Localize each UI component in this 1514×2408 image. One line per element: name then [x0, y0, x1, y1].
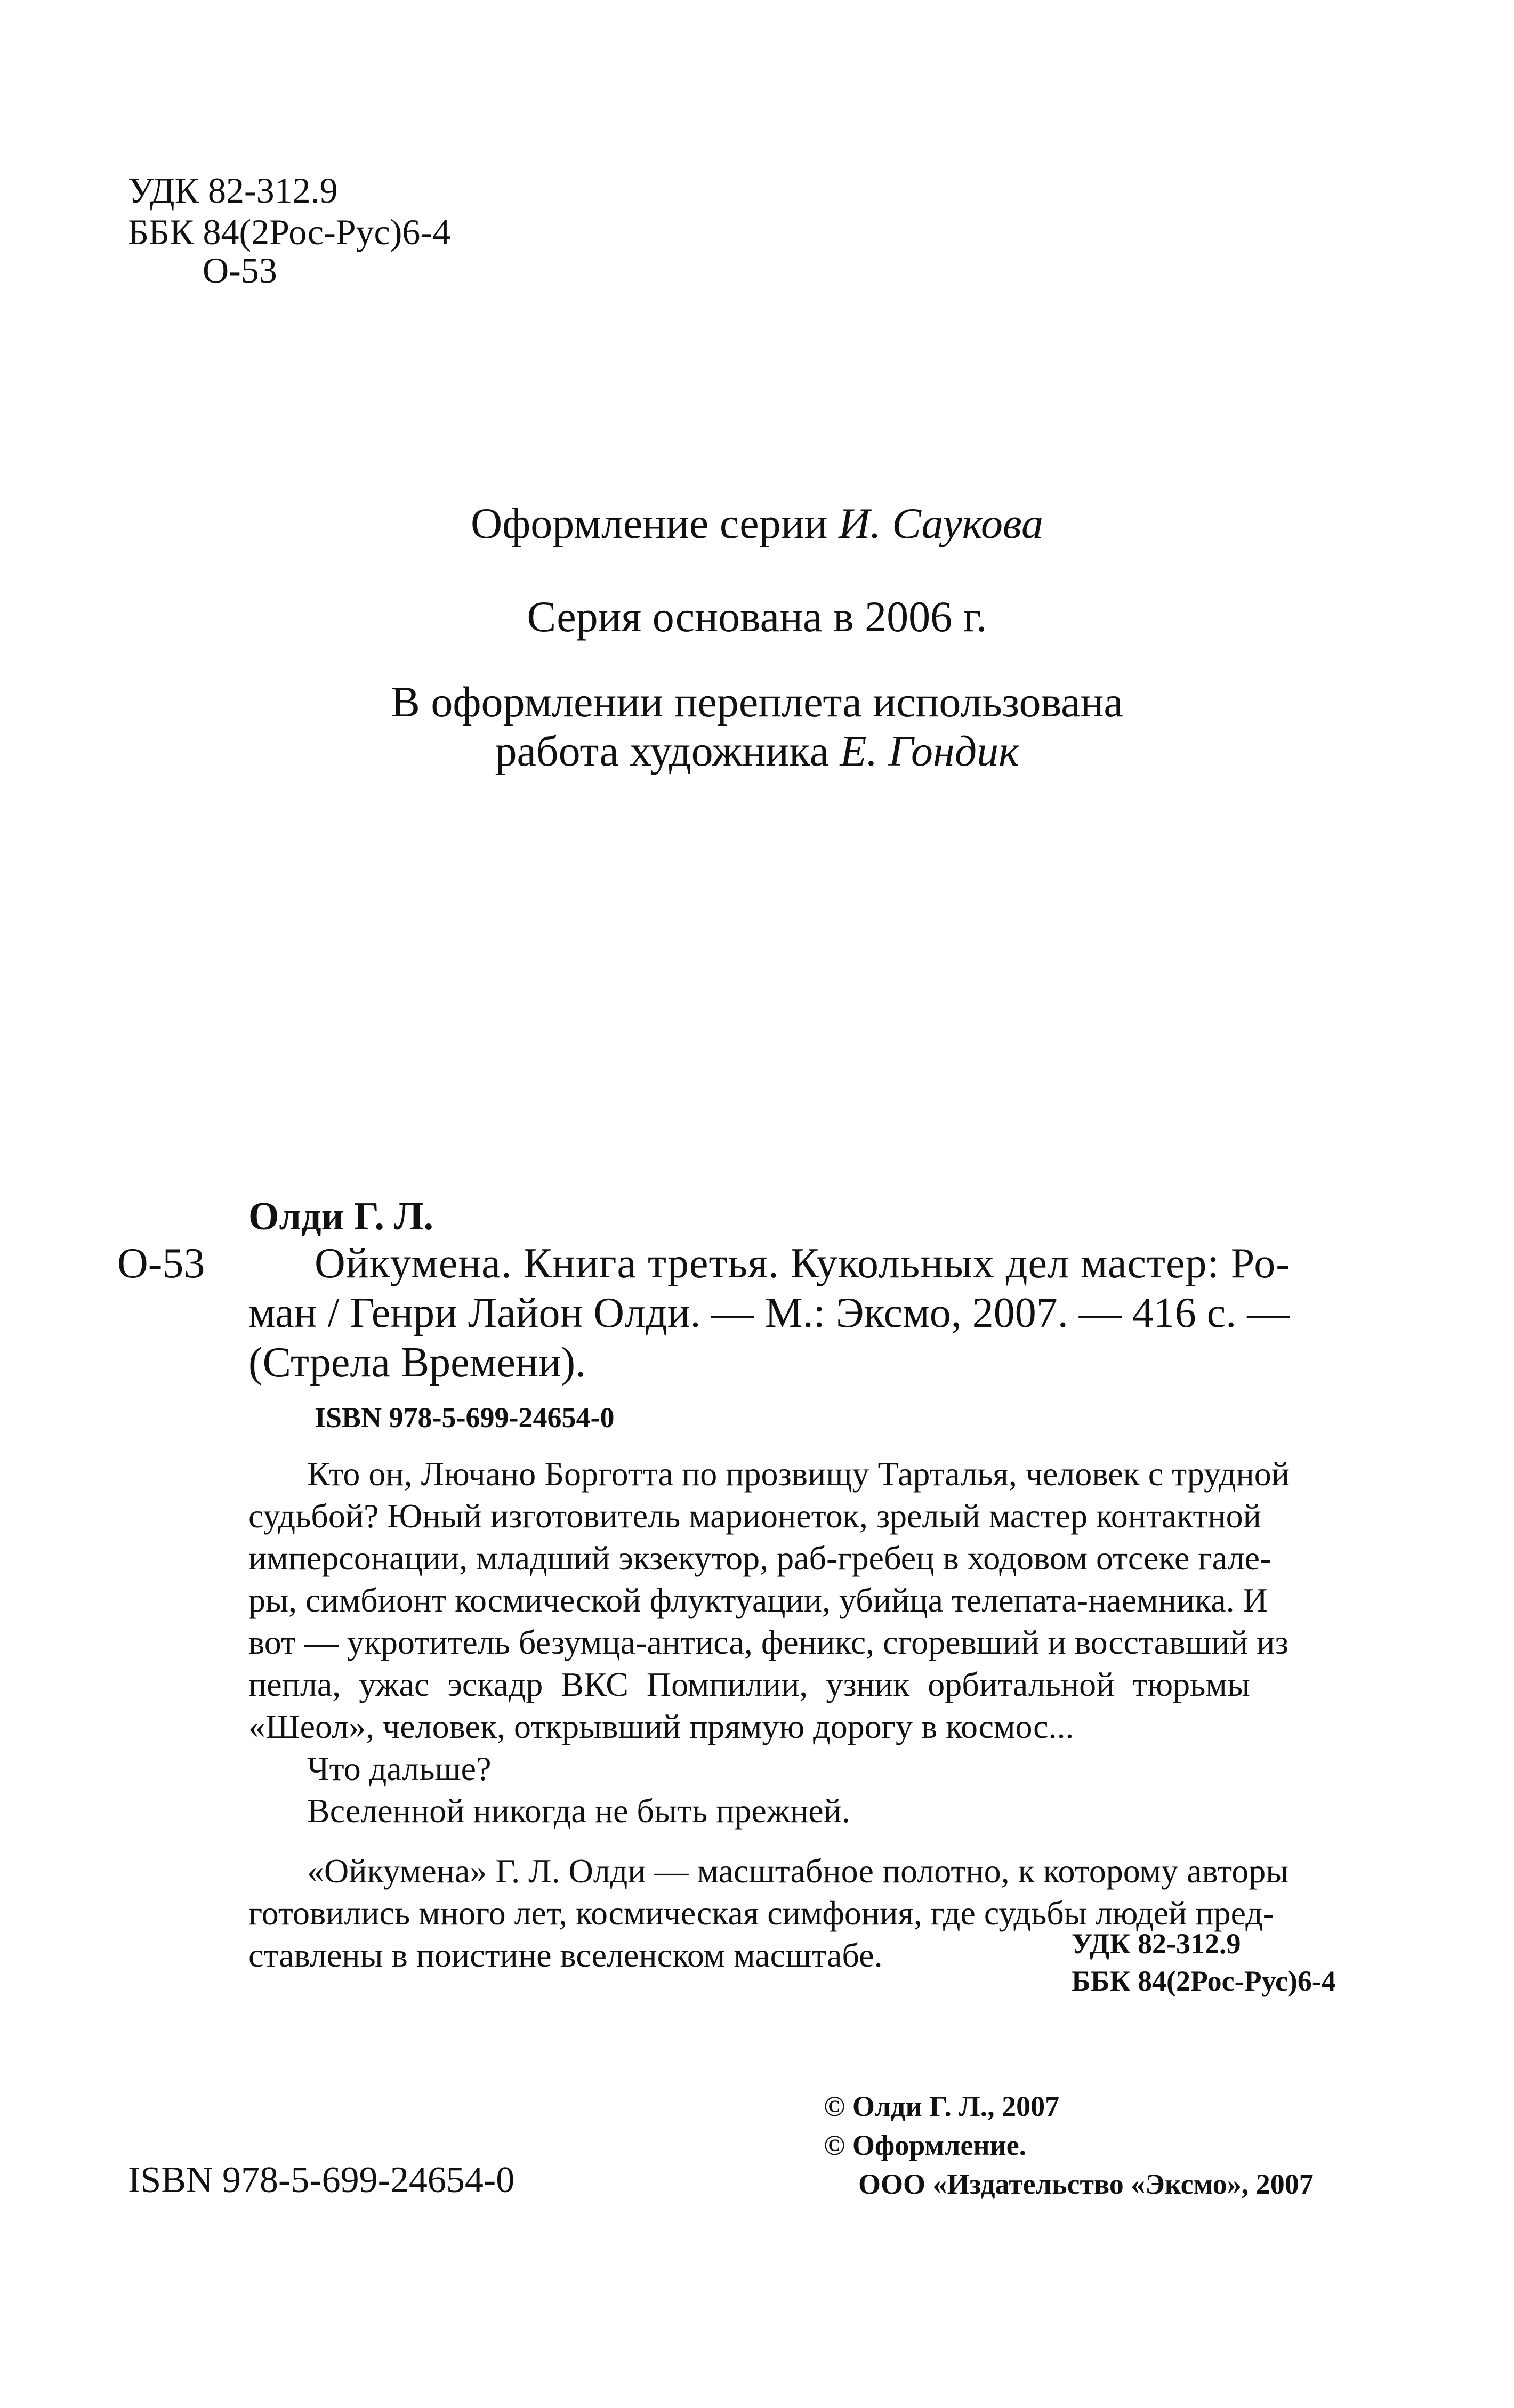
catalog-desc-line3: (Стрела Времени).: [248, 1339, 586, 1386]
catalog-author-heading: Олди Г. Л.: [248, 1195, 434, 1238]
annotation-line: готовились много лет, космическая симфония, где судьбы людей пред-: [248, 1894, 1275, 1932]
bbk-code: ББК 84(2Рос-Рус)6-4: [128, 212, 451, 252]
binding-credit-prefix: работа художника: [495, 727, 830, 775]
annotation-line: ставлены в поистине вселенском масштабе.: [248, 1936, 883, 1974]
binding-credit-line2: [0, 726, 1514, 776]
annotation-paragraph-1: [248, 1453, 1368, 1747]
series-design-label: Оформление серии: [470, 499, 828, 547]
annotation-paragraph-2: Что дальше?: [307, 1750, 492, 1787]
copyright-publisher: ООО «Издательство «Эксмо», 2007: [858, 2168, 1314, 2200]
annotation-line: пепла, ужас эскадр ВКС Помпилии, узник орбитальной тюрьмы: [248, 1665, 1250, 1703]
author-sign: О-53: [203, 250, 277, 291]
annotation-line: Кто он, Лючано Борготта по прозвищу Тарталья, человек с трудной: [307, 1455, 1290, 1493]
footer-isbn: ISBN 978-5-699-24654-0: [128, 2160, 515, 2201]
series-founded: Серия основана в 2006 г.: [527, 592, 987, 641]
annotation-line: вот — укротитель безумца-антиса, феникс, сгоревший и восставший из: [248, 1623, 1288, 1661]
series-design-credit: [0, 498, 1514, 549]
copyright-design: © Оформление.: [824, 2129, 1027, 2161]
annotation-line: «Ойкумена» Г. Л. Олди — масштабное полотно, к которому авторы: [307, 1852, 1289, 1890]
catalog-desc-line2: ман / Генри Лайон Олди. — М.: Эксмо, 2007. — 416 с. —: [248, 1290, 1290, 1336]
series-design-artist: И. Саукова: [838, 499, 1044, 547]
annotation-line: «Шеол», человек, открывший прямую дорогу в космос...: [248, 1708, 1074, 1745]
catalog-desc-line1: Ойкумена. Книга третья. Кукольных дел мастер: Ро-: [315, 1240, 1291, 1287]
udk-code: УДК 82-312.9: [128, 170, 338, 211]
binding-artist: Е. Гондик: [840, 727, 1019, 775]
annotation-line: ры, симбионт космической флуктуации, убийца телепата-наемника. И: [248, 1581, 1268, 1619]
annotation-line: судьбой? Юный изготовитель марионеток, зрелый мастер контактной: [248, 1497, 1261, 1535]
catalog-isbn: ISBN 978-5-699-24654-0: [315, 1402, 615, 1433]
binding-credit-line1: В оформлении переплета использована: [391, 678, 1123, 726]
catalog-sign: О-53: [117, 1240, 205, 1287]
annotation: [248, 1453, 1368, 1976]
annotation-line: имперсонации, младший экзекутор, раб-гребец в ходовом отсеке гале-: [248, 1539, 1271, 1577]
udk-code-repeat: УДК 82-312.9: [1072, 1928, 1241, 1960]
annotation-paragraph-3: Вселенной никогда не быть прежней.: [307, 1792, 850, 1830]
bbk-code-repeat: ББК 84(2Рос-Рус)6-4: [1072, 1965, 1336, 1997]
copyright-author: © Олди Г. Л., 2007: [824, 2090, 1060, 2122]
